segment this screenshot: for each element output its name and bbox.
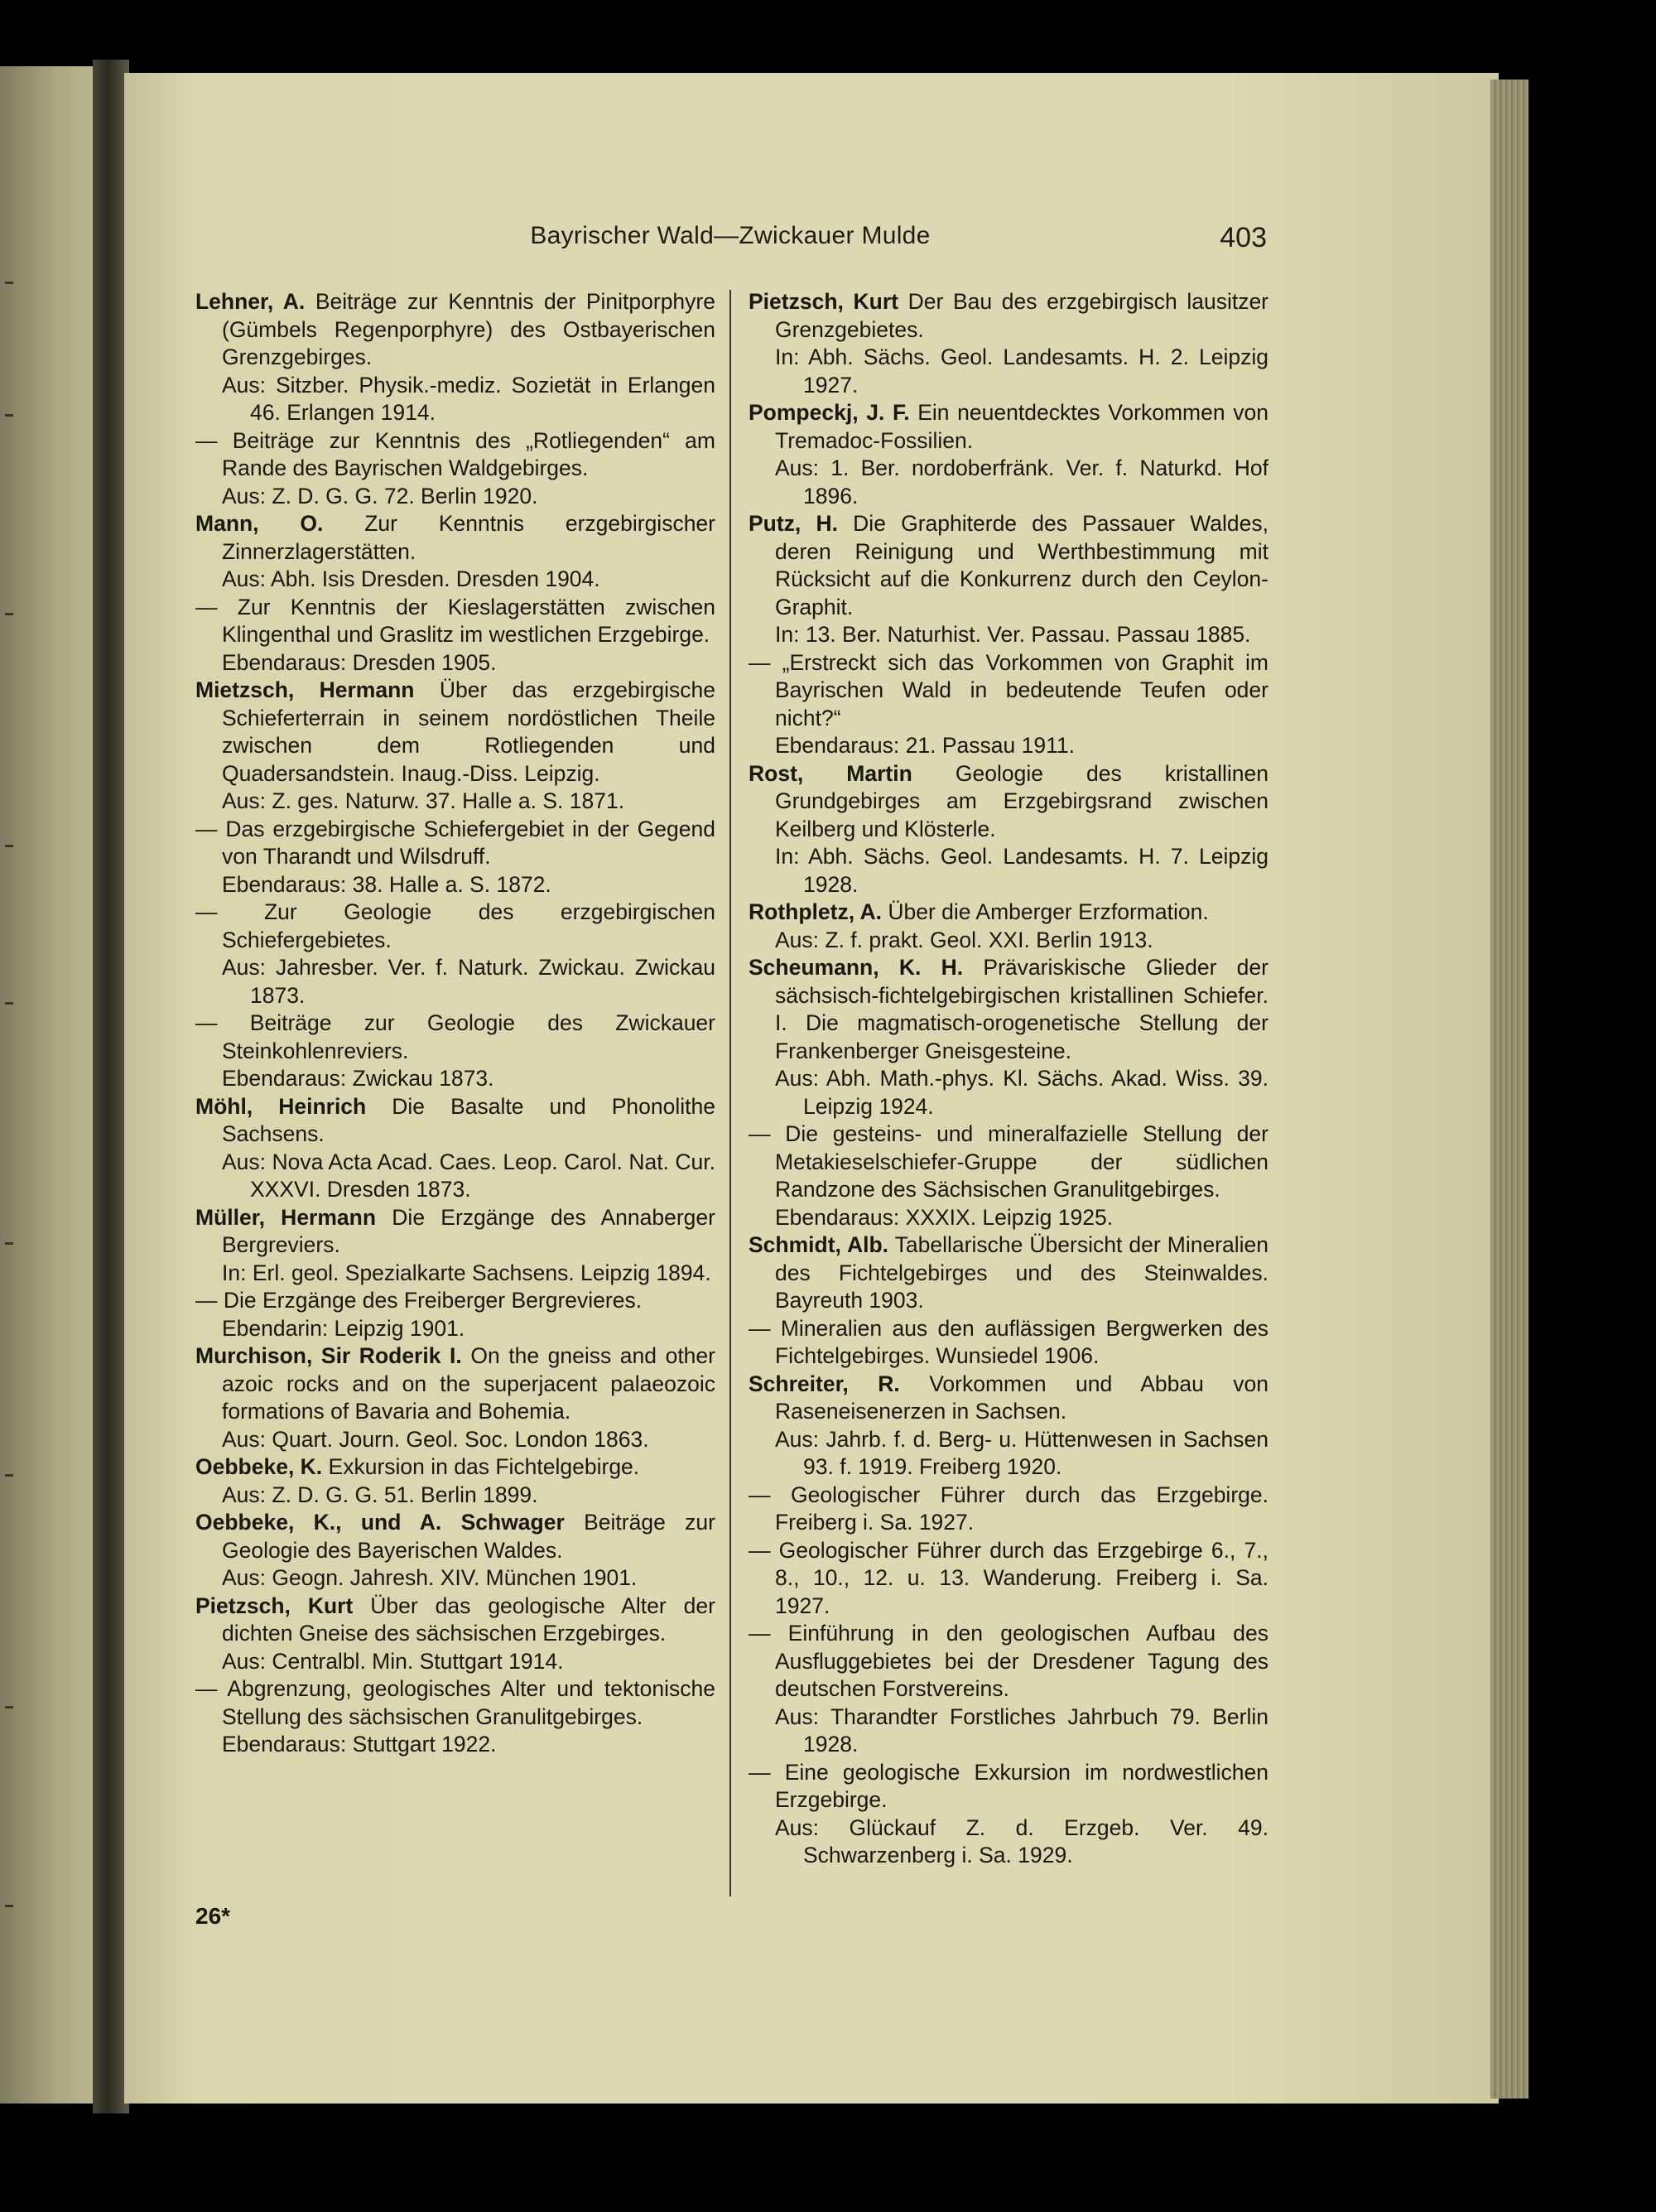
entry-title: Ein neuentdecktes Vorkommen von Tremadoc-Fossilien. [775, 400, 1268, 453]
source-text: Ebendaraus: 21. Passau 1911. [775, 733, 1075, 758]
bibliography-entry [195, 1093, 715, 1149]
entry-author: Oebbeke, K., und A. Schwager [195, 1510, 565, 1535]
running-title: Bayrischer Wald—Zwickauer Mulde [530, 222, 931, 249]
bibliography-entry [195, 1675, 715, 1731]
page-edges [1490, 80, 1528, 2099]
entry-author: Mietzsch, Hermann [195, 677, 415, 702]
bibliography-entry [195, 427, 715, 483]
bibliography-entry [749, 1620, 1268, 1704]
bibliography-entry [195, 1342, 715, 1426]
entry-author: Pompeckj, J. F. [749, 400, 910, 425]
entry-author: Schreiter, R. [749, 1371, 900, 1396]
entry-title: Über die Amberger Erzformation. [888, 899, 1209, 924]
left-page-text-fragment [5, 1242, 13, 1245]
left-page-text-fragment [5, 282, 13, 284]
bibliography-entry [749, 510, 1268, 621]
citation-source [195, 954, 715, 1010]
source-text: In: Erl. geol. Spezialkarte Sachsens. Leipzig 1894. [222, 1260, 711, 1285]
bibliography-entry [195, 899, 715, 954]
bibliography-entry [749, 1537, 1268, 1621]
source-text: Aus: Abh. Math.-phys. Kl. Sächs. Akad. Wiss. 39. Leipzig 1924. [775, 1066, 1268, 1119]
citation-source [749, 732, 1268, 760]
entry-author: Pietzsch, Kurt [195, 1593, 354, 1618]
right-column [749, 288, 1268, 1870]
left-page-text-fragment [5, 1706, 13, 1708]
entry-title: Prävariskische Glieder der sächsisch-fichtelgebirgischen kristallinen Schiefer. I. Die magmatisch-orogenetische Stellung der Frankenberger Gneisgesteine. [775, 955, 1268, 1063]
entry-title: Die Graphiterde des Passauer Waldes, deren Reinigung und Werthbestimmung mit Rücksicht auf die Konkurrenz durch den Ceylon-Graphit. [775, 511, 1268, 619]
bibliography-entry [195, 1453, 715, 1482]
citation-source [195, 788, 715, 816]
entry-author: Oebbeke, K. [195, 1454, 323, 1479]
left-page-text-fragment [5, 845, 13, 847]
source-text: Aus: 1. Ber. nordoberfränk. Ver. f. Naturkd. Hof 1896. [775, 455, 1268, 508]
printer-signature: 26* [195, 1903, 231, 1929]
entry-title: — Die Erzgänge des Freiberger Bergrevieres. [195, 1288, 643, 1313]
page-number: 403 [1220, 222, 1267, 253]
bibliography-entry [195, 594, 715, 649]
citation-source [749, 1814, 1268, 1870]
citation-source [195, 372, 715, 427]
bibliography-entry [195, 677, 715, 788]
bibliography-entry [195, 1204, 715, 1260]
entry-title: — Geologischer Führer durch das Erzgebirge. Freiberg i. Sa. 1927. [749, 1482, 1268, 1535]
entry-author: Lehner, A. [195, 289, 306, 314]
citation-source [195, 1648, 715, 1676]
source-text: In: Abh. Sächs. Geol. Landesamts. H. 2. Leipzig 1927. [775, 345, 1268, 398]
entry-author: Murchison, Sir Roderik I. [195, 1343, 462, 1368]
citation-source [749, 455, 1268, 510]
entry-title: Tabellarische Übersicht der Mineralien des Fichtelgebirges und des Steinwaldes. Bayreuth 1903. [775, 1232, 1268, 1313]
source-text: Aus: Glückauf Z. d. Erzgeb. Ver. 49. Schwarzenberg i. Sa. 1929. [775, 1814, 1268, 1867]
source-text: Aus: Z. D. G. G. 51. Berlin 1899. [222, 1482, 538, 1507]
citation-source [195, 1315, 715, 1343]
entry-title: — Einführung in den geologischen Aufbau des Ausfluggebietes bei der Dresdener Tagung des deutschen Forstvereins. [749, 1621, 1268, 1701]
entry-title: On the gneiss and other azoic rocks and on the superjacent palaeozoic formations of Bavaria and Bohemia. [222, 1343, 715, 1424]
left-page-text-fragment [5, 1002, 13, 1005]
citation-source [195, 1482, 715, 1510]
left-column [195, 288, 715, 1759]
bibliography-entry [749, 1315, 1268, 1371]
left-page-text-fragment [5, 613, 13, 615]
entry-title: Der Bau des erzgebirgisch lausitzer Grenzgebietes. [775, 289, 1269, 342]
entry-title: — Die gesteins- und mineralfazielle Stellung der Metakieselschiefer-Gruppe der südlichen Randzone des Sächsischen Granulitgebirges. [749, 1121, 1268, 1202]
bibliography-entry [749, 1759, 1268, 1814]
entry-title: — Beiträge zur Geologie des Zwickauer Steinkohlenreviers. [195, 1010, 715, 1063]
left-page-edge [0, 66, 99, 2104]
citation-source [195, 1260, 715, 1288]
source-text: Aus: Sitzber. Physik.-mediz. Sozietät in Erlangen 46. Erlangen 1914. [222, 372, 715, 425]
bibliography-entry [195, 1593, 715, 1648]
source-text: Aus: Quart. Journ. Geol. Soc. London 1863. [222, 1426, 649, 1452]
bibliography-entry [749, 954, 1268, 1065]
citation-source [749, 1426, 1268, 1482]
source-text: In: 13. Ber. Naturhist. Ver. Passau. Passau 1885. [775, 622, 1251, 647]
entry-title: — Zur Kenntnis der Kieslagerstätten zwischen Klingenthal und Graslitz im westlichen Erzgebirge. [195, 594, 715, 647]
source-text: Aus: Jahresber. Ver. f. Naturk. Zwickau. Zwickau 1873. [222, 955, 715, 1008]
entry-author: Schmidt, Alb. [749, 1232, 889, 1257]
entry-title: Über das geologische Alter der dichten Gneise des sächsischen Erzgebirges. [222, 1593, 715, 1646]
source-text: Aus: Abh. Isis Dresden. Dresden 1904. [222, 566, 600, 591]
citation-source [195, 483, 715, 511]
bibliography-entry [195, 1010, 715, 1065]
citation-source [749, 621, 1268, 649]
citation-source [749, 843, 1268, 899]
citation-source [195, 1731, 715, 1759]
source-text: Ebendaraus: Dresden 1905. [222, 649, 497, 675]
citation-source [749, 1704, 1268, 1759]
left-page-text-fragment [5, 1474, 13, 1477]
entry-title: Exkursion in das Fichtelgebirge. [328, 1454, 640, 1479]
bibliography-entry [195, 1509, 715, 1564]
entry-title: Geologie des kristallinen Grundgebirges am Erzgebirgsrand zwischen Keilberg und Klösterle. [775, 760, 1268, 841]
bibliography-entry [749, 899, 1268, 927]
source-text: Aus: Z. ges. Naturw. 37. Halle a. S. 1871. [222, 788, 625, 813]
entry-author: Scheumann, K. H. [749, 955, 964, 980]
left-page-text-fragment [5, 414, 13, 417]
source-text: Ebendaraus: Zwickau 1873. [222, 1066, 494, 1091]
entry-title: — Mineralien aus den auflässigen Bergwerken des Fichtelgebirges. Wunsiedel 1906. [749, 1315, 1268, 1368]
source-text: Aus: Centralbl. Min. Stuttgart 1914. [222, 1648, 564, 1674]
bibliography-entry [749, 288, 1268, 344]
entry-author: Rothpletz, A. [749, 899, 882, 924]
entry-author: Möhl, Heinrich [195, 1093, 367, 1119]
entry-title: — Das erzgebirgische Schiefergebiet in der Gegend von Tharandt und Wilsdruff. [195, 816, 715, 869]
source-text: Aus: Z. f. prakt. Geol. XXI. Berlin 1913. [775, 927, 1153, 952]
bibliography-entry [749, 1120, 1268, 1204]
left-page-text-fragment [5, 1905, 13, 1907]
citation-source [195, 1426, 715, 1454]
citation-source [749, 1065, 1268, 1120]
entry-title: Über das erzgebirgische Schieferterrain in seinem nordöstlichen Theile zwischen dem Rotliegenden und Quadersandstein. Inaug.-Diss. Leipzig. [222, 677, 715, 786]
source-text: Ebendaraus: Stuttgart 1922. [222, 1732, 497, 1757]
source-text: Aus: Z. D. G. G. 72. Berlin 1920. [222, 483, 538, 508]
source-text: Ebendaraus: 38. Halle a. S. 1872. [222, 871, 551, 897]
entry-title: — Beiträge zur Kenntnis des „Rotliegenden“ am Rande des Bayrischen Waldgebirges. [195, 427, 715, 480]
bibliography-entry [749, 1482, 1268, 1537]
entry-title: Beiträge zur Geologie des Bayerischen Waldes. [222, 1510, 715, 1563]
source-text: In: Abh. Sächs. Geol. Landesamts. H. 7. Leipzig 1928. [775, 844, 1268, 897]
bibliography-entry [749, 399, 1268, 455]
bibliography-entry [195, 816, 715, 871]
citation-source [195, 1065, 715, 1093]
bibliography-entry [749, 649, 1268, 733]
entry-title: — Abgrenzung, geologisches Alter und tektonische Stellung des sächsischen Granulitgebirges. [195, 1676, 715, 1729]
column-divider [729, 290, 731, 1896]
bibliography-entry [195, 288, 715, 372]
bibliography-entry [749, 760, 1268, 844]
entry-author: Rost, Martin [749, 760, 912, 786]
citation-source [749, 344, 1268, 399]
citation-source [749, 927, 1268, 955]
entry-title: — Geologischer Führer durch das Erzgebirge 6., 7., 8., 10., 12. u. 13. Wanderung. Freiberg i. Sa. 1927. [749, 1537, 1268, 1618]
entry-title: Vorkommen und Abbau von Raseneisenerzen in Sachsen. [775, 1371, 1268, 1424]
source-text: Ebendaraus: XXXIX. Leipzig 1925. [775, 1204, 1114, 1230]
entry-title: — Eine geologische Exkursion im nordwestlichen Erzgebirge. [749, 1759, 1268, 1812]
entry-author: Putz, H. [749, 511, 838, 536]
entry-title: Beiträge zur Kenntnis der Pinitporphyre (Gümbels Regenporphyre) des Ostbayerischen Grenzgebirges. [222, 289, 715, 369]
source-text: Aus: Jahrb. f. d. Berg- u. Hüttenwesen in Sachsen 93. f. 1919. Freiberg 1920. [775, 1426, 1268, 1479]
bibliography-entry [195, 1287, 715, 1315]
citation-source [195, 566, 715, 594]
entry-title: Die Erzgänge des Annaberger Bergreviers. [222, 1204, 715, 1257]
entry-title: Zur Kenntnis erzgebirgischer Zinnerzlagerstätten. [222, 511, 715, 564]
citation-source [195, 1564, 715, 1593]
citation-source [195, 1149, 715, 1204]
citation-source [195, 649, 715, 677]
source-text: Aus: Tharandter Forstliches Jahrbuch 79. Berlin 1928. [775, 1704, 1268, 1757]
entry-author: Mann, O. [195, 511, 324, 536]
bibliography-entry [749, 1231, 1268, 1315]
entry-title: — „Erstreckt sich das Vorkommen von Graphit im Bayrischen Wald in bedeutende Teufen oder nicht?“ [749, 649, 1268, 730]
entry-title: Die Basalte und Phonolithe Sachsens. [222, 1093, 715, 1146]
citation-source [195, 871, 715, 899]
bibliography-entry [749, 1371, 1268, 1426]
source-text: Aus: Nova Acta Acad. Caes. Leop. Carol. Nat. Cur. XXXVI. Dresden 1873. [222, 1149, 715, 1202]
entry-author: Müller, Hermann [195, 1204, 377, 1230]
entry-title: — Zur Geologie des erzgebirgischen Schiefergebietes. [195, 899, 715, 952]
source-text: Aus: Geogn. Jahresh. XIV. München 1901. [222, 1565, 638, 1590]
entry-author: Pietzsch, Kurt [749, 289, 898, 314]
citation-source [749, 1204, 1268, 1232]
bibliography-entry [195, 510, 715, 566]
source-text: Ebendarin: Leipzig 1901. [222, 1315, 465, 1341]
